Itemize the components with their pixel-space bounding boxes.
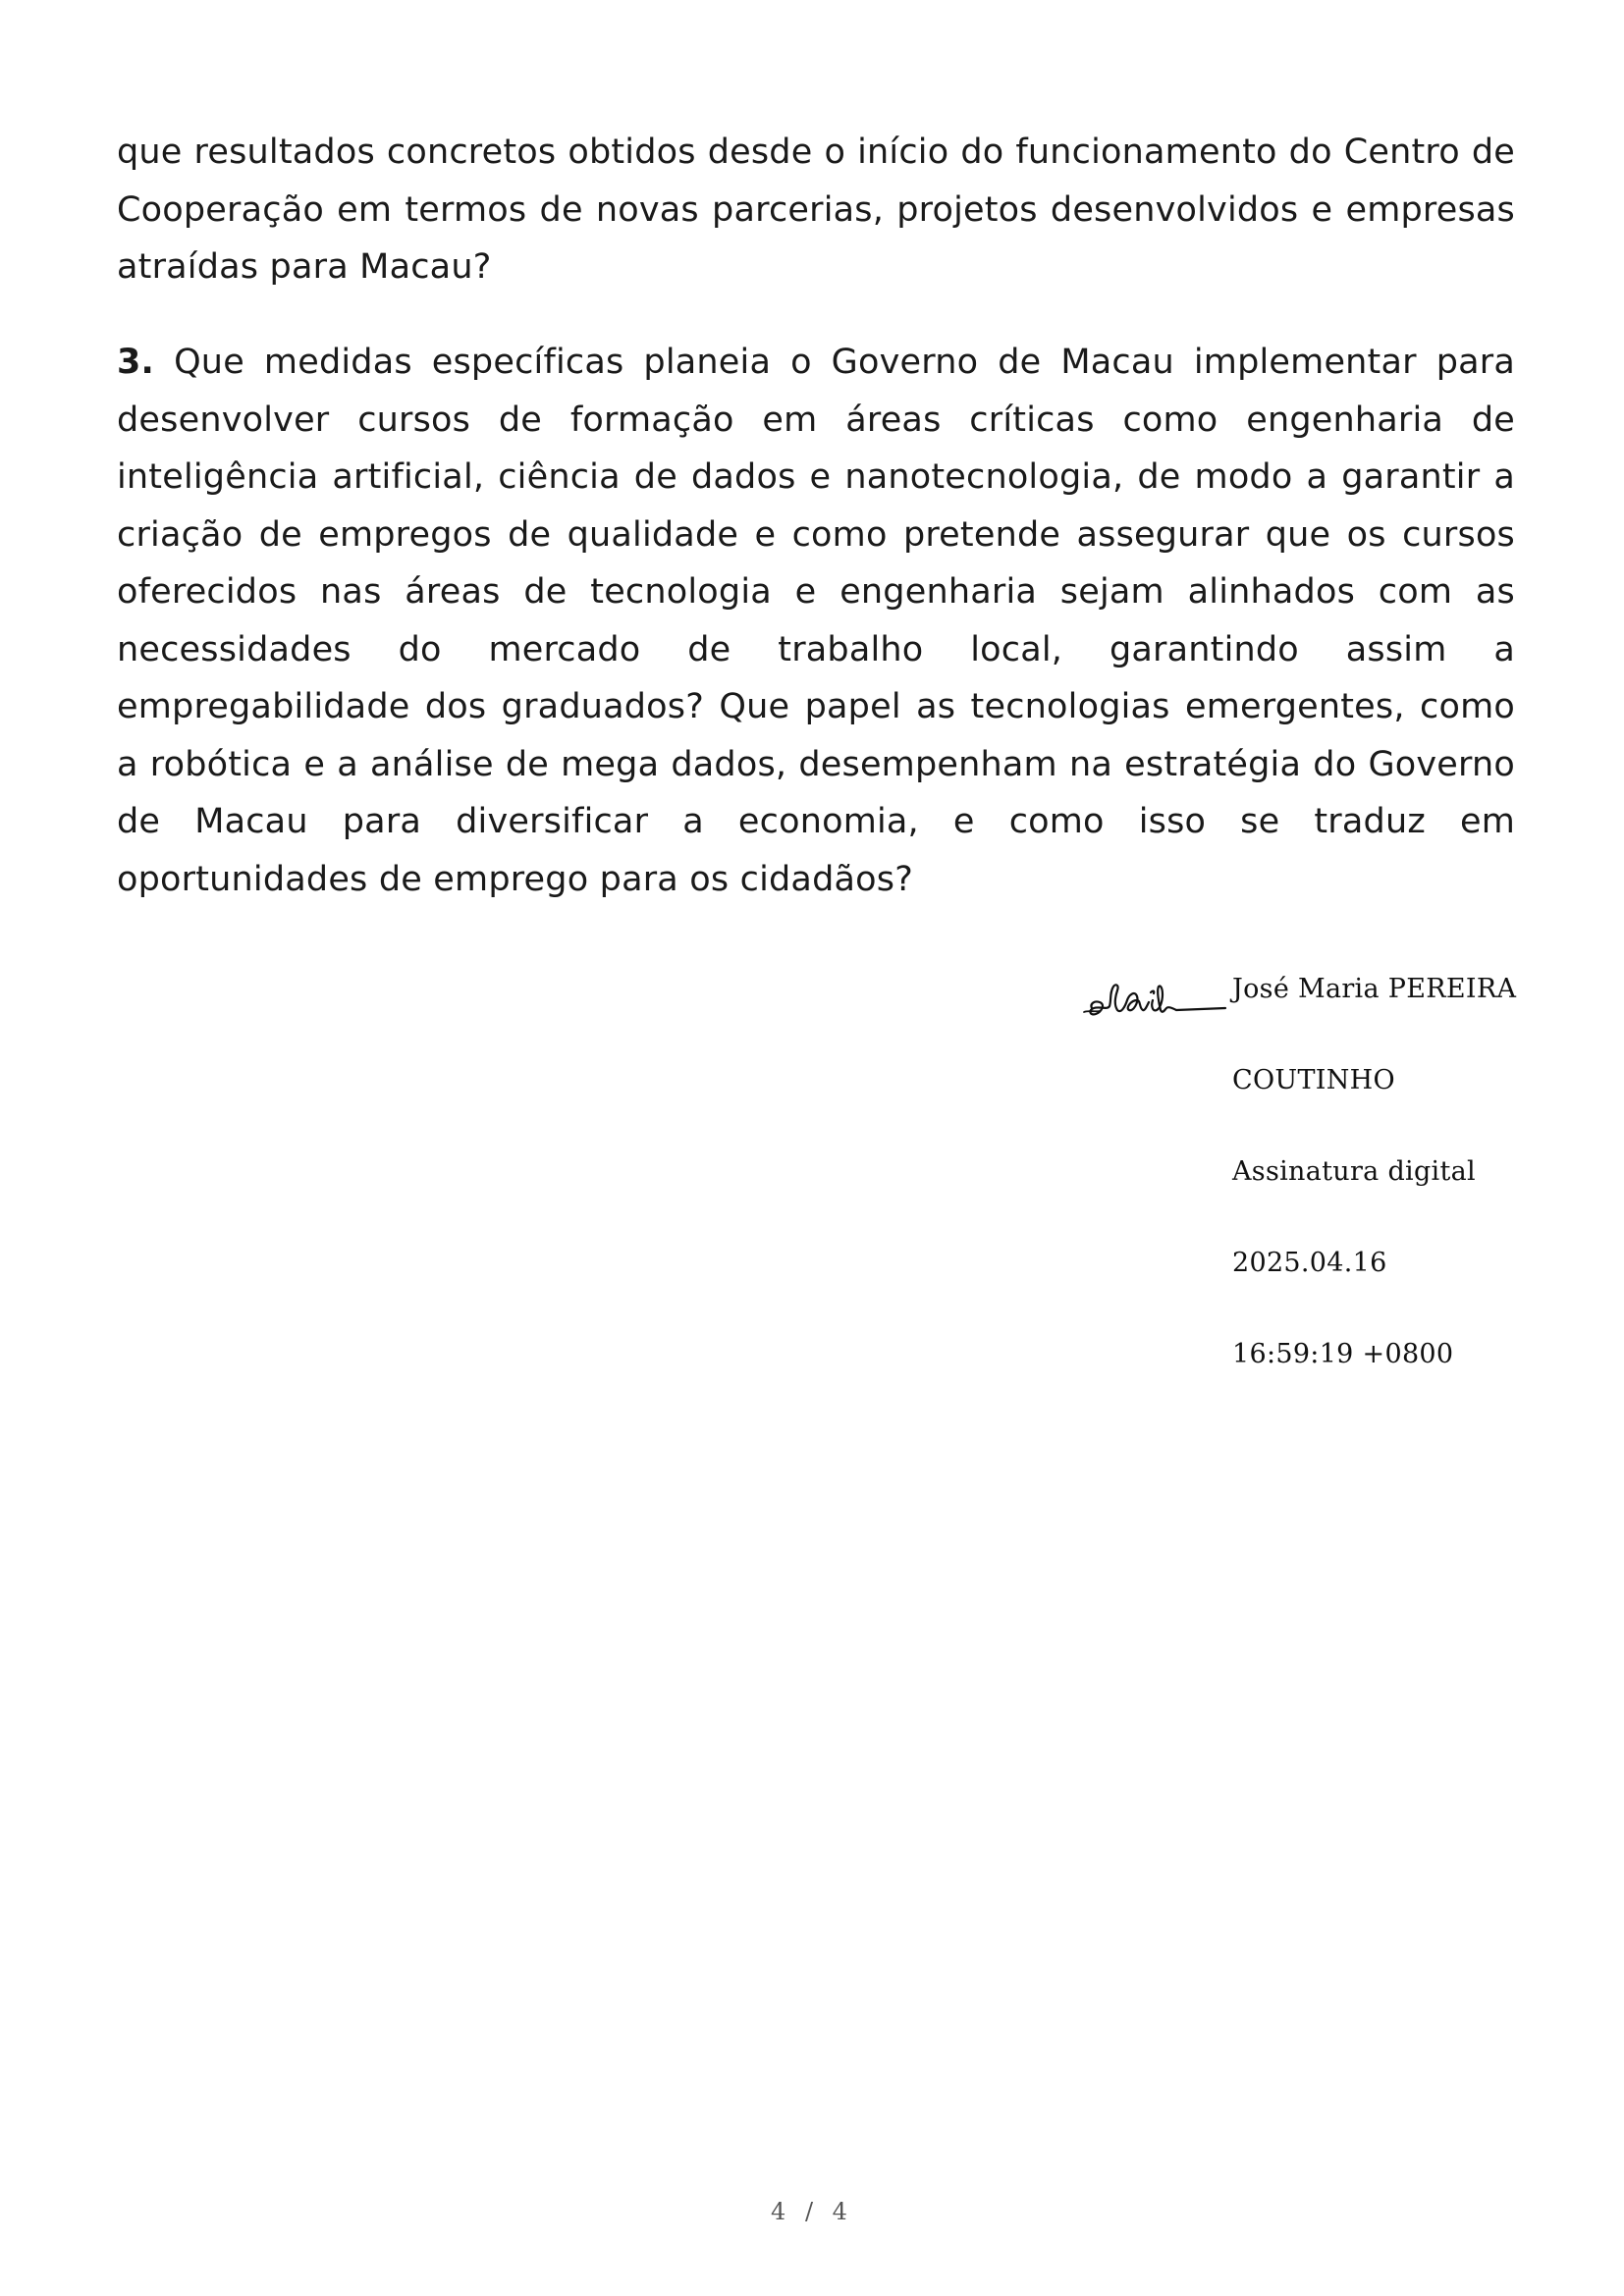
signature-date: 2025.04.16 (1232, 1248, 1387, 1278)
signer-name-line-2: COUTINHO (1232, 1065, 1395, 1095)
signature-details (1232, 913, 1516, 1430)
handwritten-signature-icon (1080, 957, 1227, 1026)
signature-label: Assinatura digital (1232, 1156, 1476, 1187)
question-number: 3. (117, 343, 155, 382)
paragraph-continuation (117, 124, 1515, 296)
paragraph-text: que resultados concretos obtidos desde o início do funcionamento do Centro de Cooperação em termos de novas parcerias, projetos desenvolvidos e empresas atraídas para Macau? (117, 133, 1515, 287)
digital-signature-block (1080, 913, 1532, 1369)
signature-time: 16:59:19 +0800 (1232, 1339, 1454, 1369)
paragraph-text: Que medidas específicas planeia o Governo de Macau implementar para desenvolver cursos de formação em áreas críticas como engenharia de inteligência artificial, ciência de dados e nanotecnologia, de modo a garantir a criação de empregos de qualidade e como pretende assegurar que os cursos oferecidos nas áreas de tecnologia e engenharia sejam alinhados com as necessidades do mercado de trabalho local, garantindo assim a empregabilidade dos graduados? Que papel as tecnologias emergentes, como a robótica e a análise de mega dados, desempenham na estratégia do Governo de Macau para diversificar a economia, e como isso se traduz em oportunidades de emprego para os cidadãos? (117, 343, 1516, 899)
page-number: 4 / 4 (771, 2198, 853, 2225)
signer-name-line-1: José Maria PEREIRA (1232, 974, 1517, 1004)
paragraph-question-3 (117, 334, 1515, 908)
